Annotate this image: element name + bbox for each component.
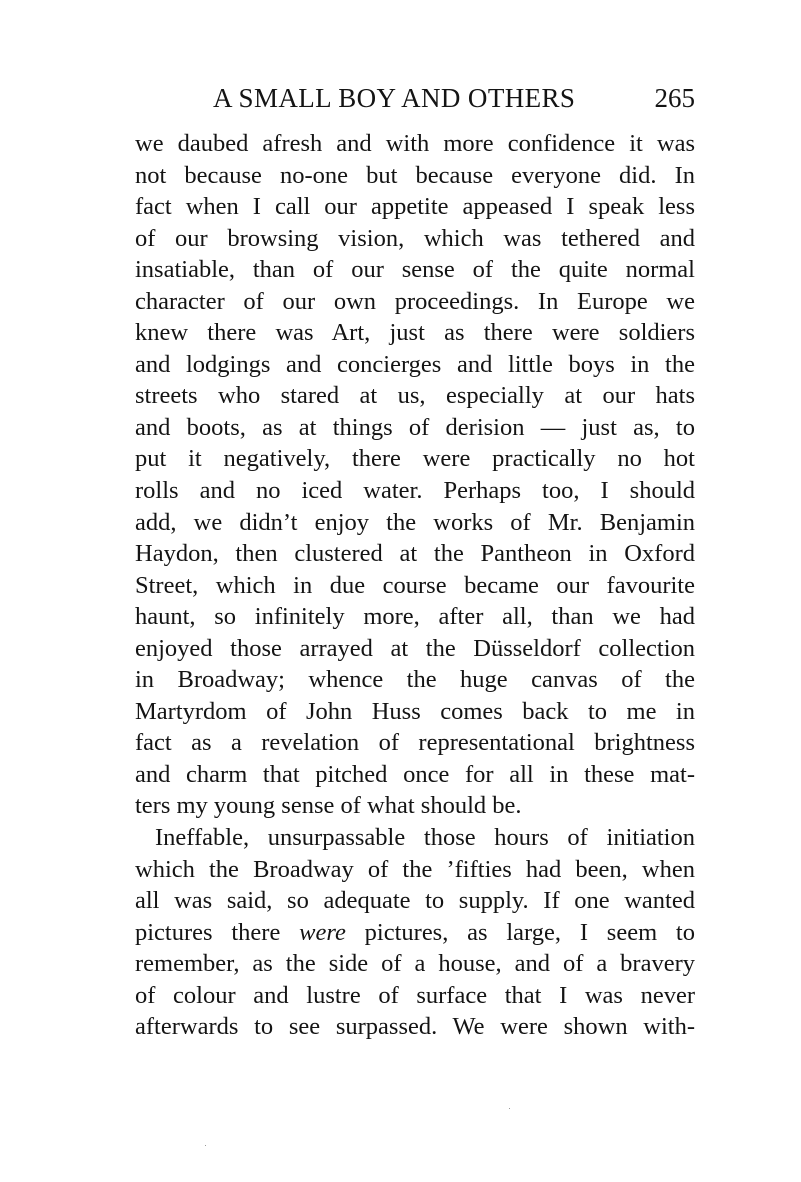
emphasis: were <box>299 918 346 946</box>
text-line: Ineffable, unsurpassable those hours of initiation <box>155 824 695 852</box>
text-line: fact when I call our appetite appeased I speak less <box>135 193 695 221</box>
text-line: not because no-one but because everyone did. In <box>135 161 695 189</box>
text-line: insatiable, than of our sense of the quite normal <box>135 256 695 284</box>
text-line <box>135 917 695 949</box>
text-line: remember, as the side of a house, and of a bravery <box>135 950 695 978</box>
paper-speck <box>205 1145 206 1146</box>
text-line: and lodgings and concierges and little boys in the <box>135 350 695 378</box>
text-line: Haydon, then clustered at the Pantheon in Oxford <box>135 540 695 568</box>
text-line: and charm that pitched once for all in these mat- <box>135 760 695 788</box>
text-line: of colour and lustre of surface that I was never <box>135 981 695 1009</box>
paragraph-1 <box>135 128 695 822</box>
text-line: afterwards to see surpassed. We were shown with- <box>135 1013 695 1041</box>
text-line: we daubed afresh and with more confidence it was <box>135 130 695 157</box>
paper-speck <box>509 1108 510 1109</box>
text-line: all was said, so adequate to supply. If one wanted <box>135 887 695 915</box>
page-number: 265 <box>654 83 695 113</box>
running-title: A SMALL BOY AND OTHERS <box>213 83 576 113</box>
text-line: character of our own proceedings. In Europe we <box>135 287 695 315</box>
text-line: fact as a revelation of representational brightness <box>135 729 695 757</box>
text-line: haunt, so infinitely more, after all, than we had <box>135 603 695 631</box>
text-line: of our browsing vision, which was tethered and <box>135 224 695 252</box>
text-line: knew there was Art, just as there were soldiers <box>135 319 695 347</box>
body-text <box>135 128 695 1043</box>
text-line: in Broadway; whence the huge canvas of the <box>135 666 695 694</box>
paragraph-2 <box>135 822 695 1043</box>
running-head <box>135 80 695 116</box>
text-line: add, we didn’t enjoy the works of Mr. Benjamin <box>135 508 695 536</box>
text-line: streets who stared at us, especially at our hats <box>135 382 695 410</box>
text-line: rolls and no iced water. Perhaps too, I should <box>135 477 695 505</box>
text-line: ters my young sense of what should be. <box>135 792 522 820</box>
text-line: which the Broadway of the ’fifties had been, when <box>135 855 695 883</box>
text-line: enjoyed those arrayed at the Düsseldorf collection <box>135 634 695 662</box>
text-line: put it negatively, there were practically no hot <box>135 445 695 473</box>
text-run: pictures there <box>135 918 300 946</box>
text-line: and boots, as at things of derision — just as, to <box>135 413 695 441</box>
text-line: Street, which in due course became our favourite <box>135 571 695 599</box>
text-line: Martyrdom of John Huss comes back to me in <box>135 697 695 725</box>
text-run: pictures, as large, I seem to <box>345 918 695 946</box>
